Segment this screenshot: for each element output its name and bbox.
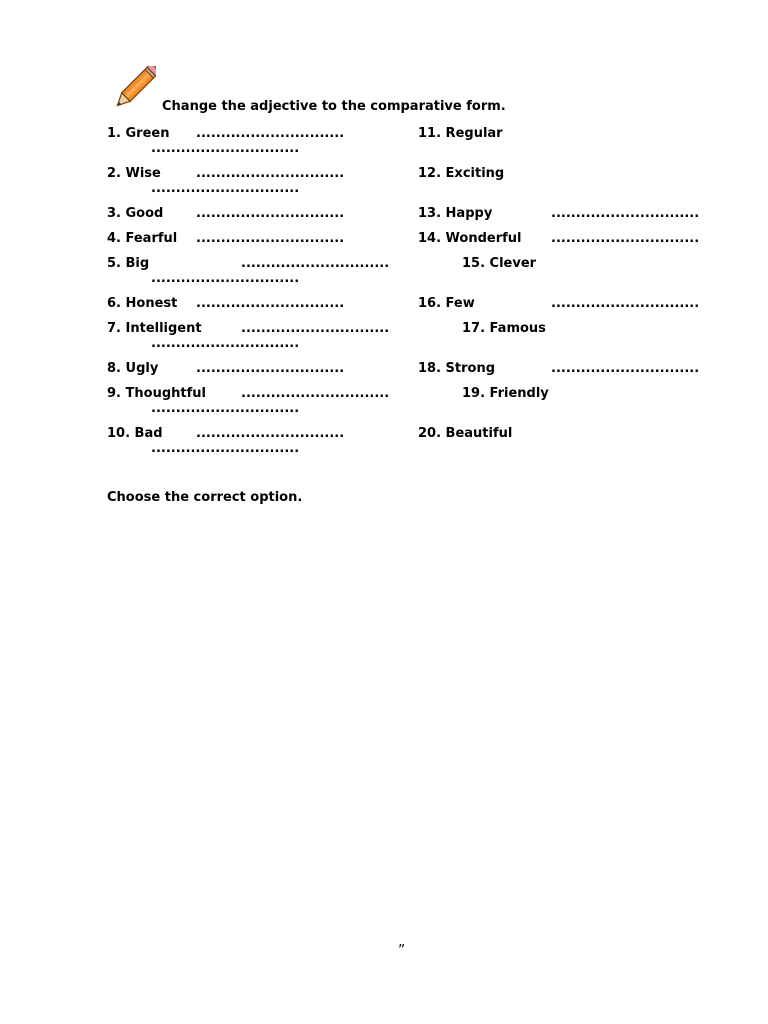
answer-blank-13[interactable]: ..............................: [551, 206, 700, 221]
answer-blank-1[interactable]: ..............................: [196, 126, 345, 141]
answer-blank-12[interactable]: ..............................: [151, 181, 300, 196]
item-label-19: 19. Friendly: [462, 386, 549, 401]
section-instruction: Choose the correct option.: [107, 490, 303, 505]
item-label-6: 6. Honest: [107, 296, 178, 311]
answer-blank-8[interactable]: ..............................: [196, 361, 345, 376]
item-label-14: 14. Wonderful: [418, 231, 522, 246]
worksheet-heading: Change the adjective to the comparative form.: [162, 99, 506, 114]
item-label-11: 11. Regular: [418, 126, 503, 141]
answer-blank-17[interactable]: ..............................: [151, 336, 300, 351]
item-label-17: 17. Famous: [462, 321, 546, 336]
answer-blank-19[interactable]: ..............................: [151, 401, 300, 416]
answer-blank-20[interactable]: ..............................: [151, 441, 300, 456]
answer-blank-2[interactable]: ..............................: [196, 166, 345, 181]
answer-blank-15[interactable]: ..............................: [151, 271, 300, 286]
pencil-icon: [110, 66, 156, 114]
item-label-15: 15. Clever: [462, 256, 537, 271]
item-label-16: 16. Few: [418, 296, 475, 311]
item-label-20: 20. Beautiful: [418, 426, 513, 441]
answer-blank-5[interactable]: ..............................: [241, 256, 390, 271]
item-label-7: 7. Intelligent: [107, 321, 202, 336]
item-label-3: 3. Good: [107, 206, 164, 221]
answer-blank-11[interactable]: ..............................: [151, 141, 300, 156]
item-label-18: 18. Strong: [418, 361, 496, 376]
item-label-13: 13. Happy: [418, 206, 493, 221]
answer-blank-3[interactable]: ..............................: [196, 206, 345, 221]
item-label-9: 9. Thoughtful: [107, 386, 206, 401]
item-label-4: 4. Fearful: [107, 231, 178, 246]
answer-blank-7[interactable]: ..............................: [241, 321, 390, 336]
answer-blank-6[interactable]: ..............................: [196, 296, 345, 311]
item-label-10: 10. Bad: [107, 426, 163, 441]
answer-blank-9[interactable]: ..............................: [241, 386, 390, 401]
answer-blank-4[interactable]: ..............................: [196, 231, 345, 246]
answer-blank-16[interactable]: ..............................: [551, 296, 700, 311]
item-label-5: 5. Big: [107, 256, 150, 271]
answer-blank-18[interactable]: ..............................: [551, 361, 700, 376]
item-label-2: 2. Wise: [107, 166, 161, 181]
item-label-1: 1. Green: [107, 126, 170, 141]
answer-blank-10[interactable]: ..............................: [196, 426, 345, 441]
answer-blank-14[interactable]: ..............................: [551, 231, 700, 246]
item-label-8: 8. Ugly: [107, 361, 159, 376]
item-label-12: 12. Exciting: [418, 166, 505, 181]
footer-mark: „: [398, 934, 406, 950]
